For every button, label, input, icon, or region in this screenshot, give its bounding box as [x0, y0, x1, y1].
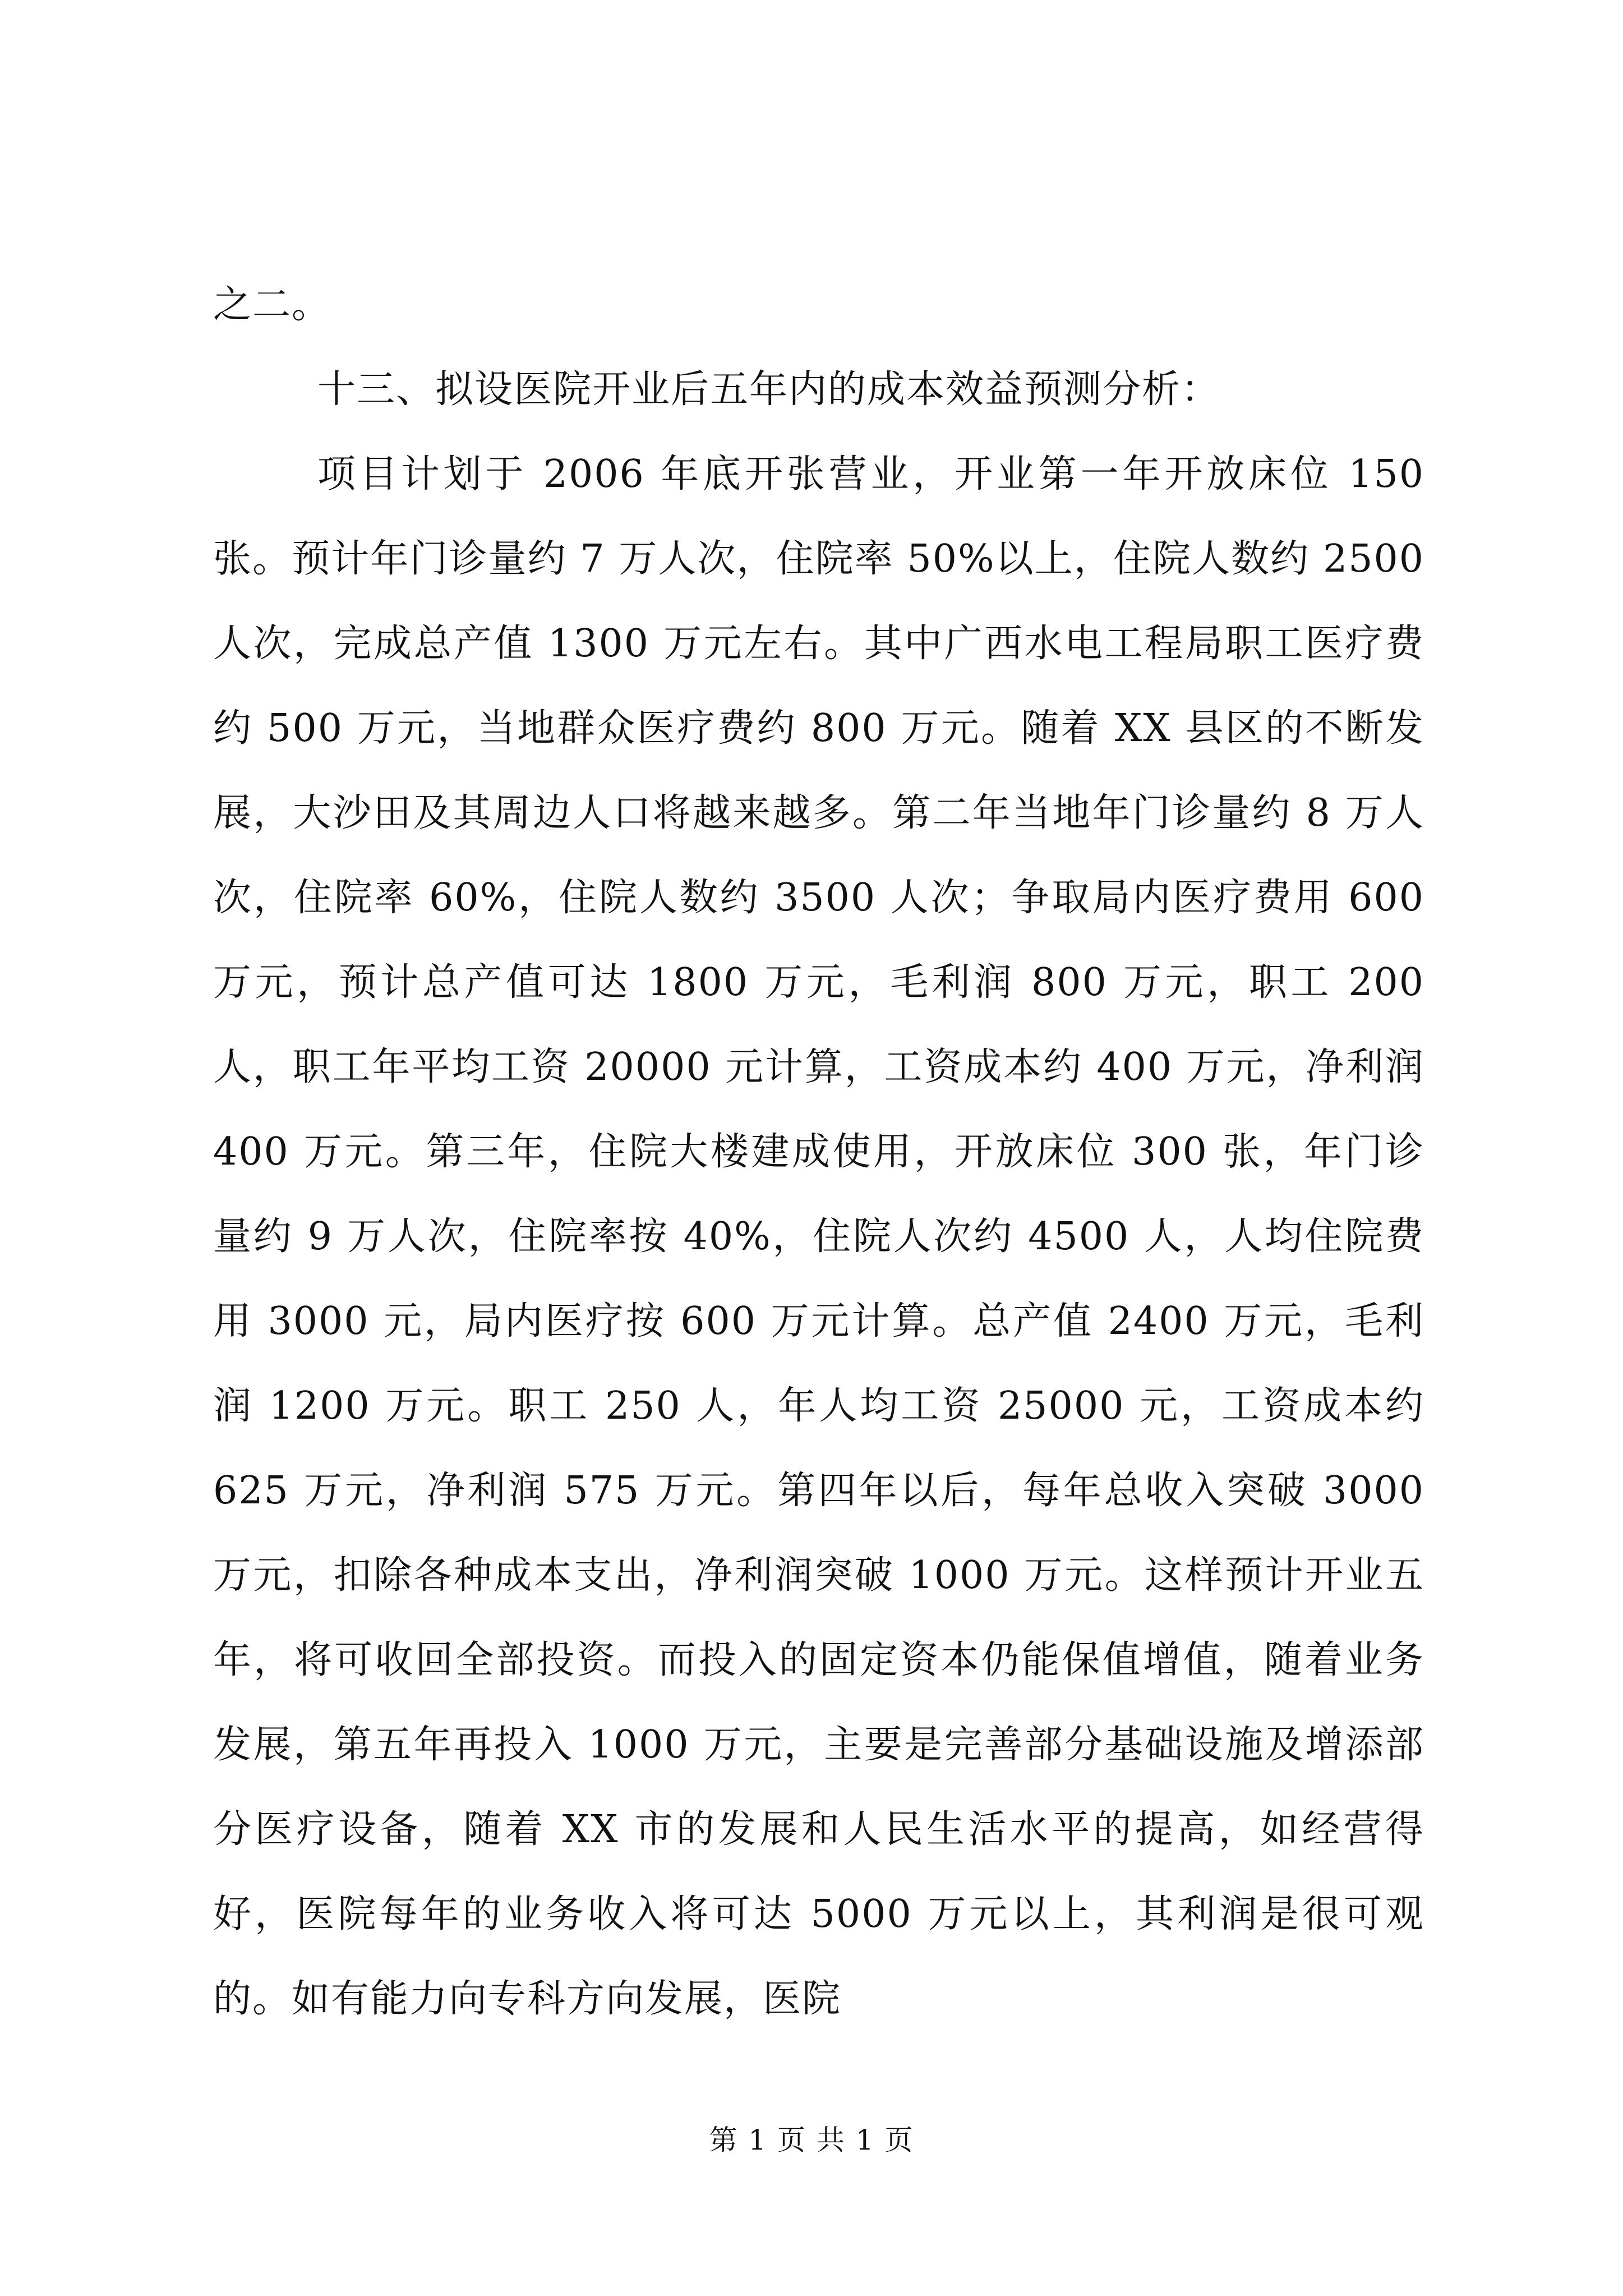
page-footer: 第 1 页 共 1 页 — [709, 2124, 914, 2156]
paragraph-continuation: 之二。 — [213, 283, 331, 327]
document-body — [213, 263, 1424, 2041]
paragraph-section-heading: 十三、拟设医院开业后五年内的成本效益预测分析： — [317, 367, 1221, 412]
paragraph-cost-benefit: 项目计划于 2006 年底开张营业，开业第一年开放床位 150 张。预计年门诊量约 7 万人次，住院率 50%以上，住院人数约 2500 人次，完成总产值 1300 万元左右。其中广西水电工程局职工医疗费约 500 万元，当地群众医疗费约 800 万元。随着 XX 县区的不断发展，大沙田及其周边人口将越来越多。第二年当地年门诊量约 8 万人次，住院率 60%，住院人数约 3500 人次；争取局内医疗费用 600 万元，预计总产值可达 1800 万元，毛利润 800 万元，职工 200 人，职工年平均工资 20000 元计算，工资成本约 400 万元，净利润 400 万元。第三年，住院大楼建成使用，开放床位 300 张，年门诊量约 9 万人次，住院率按 40%，住院人次约 4500 人，人均住院费用 3000 元，局内医疗按 600 万元计算。总产值 2400 万元，毛利润 1200 万元。职工 250 人，年人均工资 25000 元，工资成本约 625 万元，净利润 575 万元。第四年以后，每年总收入突破 3000 万元，扣除各种成本支出，净利润突破 1000 万元。这样预计开业五年，将可收回全部投资。而投入的固定资本仍能保值增值，随着业务发展，第五年再投入 1000 万元，主要是完善部分基础设施及增添部分医疗设备，随着 XX 市的发展和人民生活水平的提高，如经营得好，医院每年的业务收入将可达 5000 万元以上，其利润是很可观的。如有能力向专科方向发展，医院 — [213, 452, 1424, 2021]
